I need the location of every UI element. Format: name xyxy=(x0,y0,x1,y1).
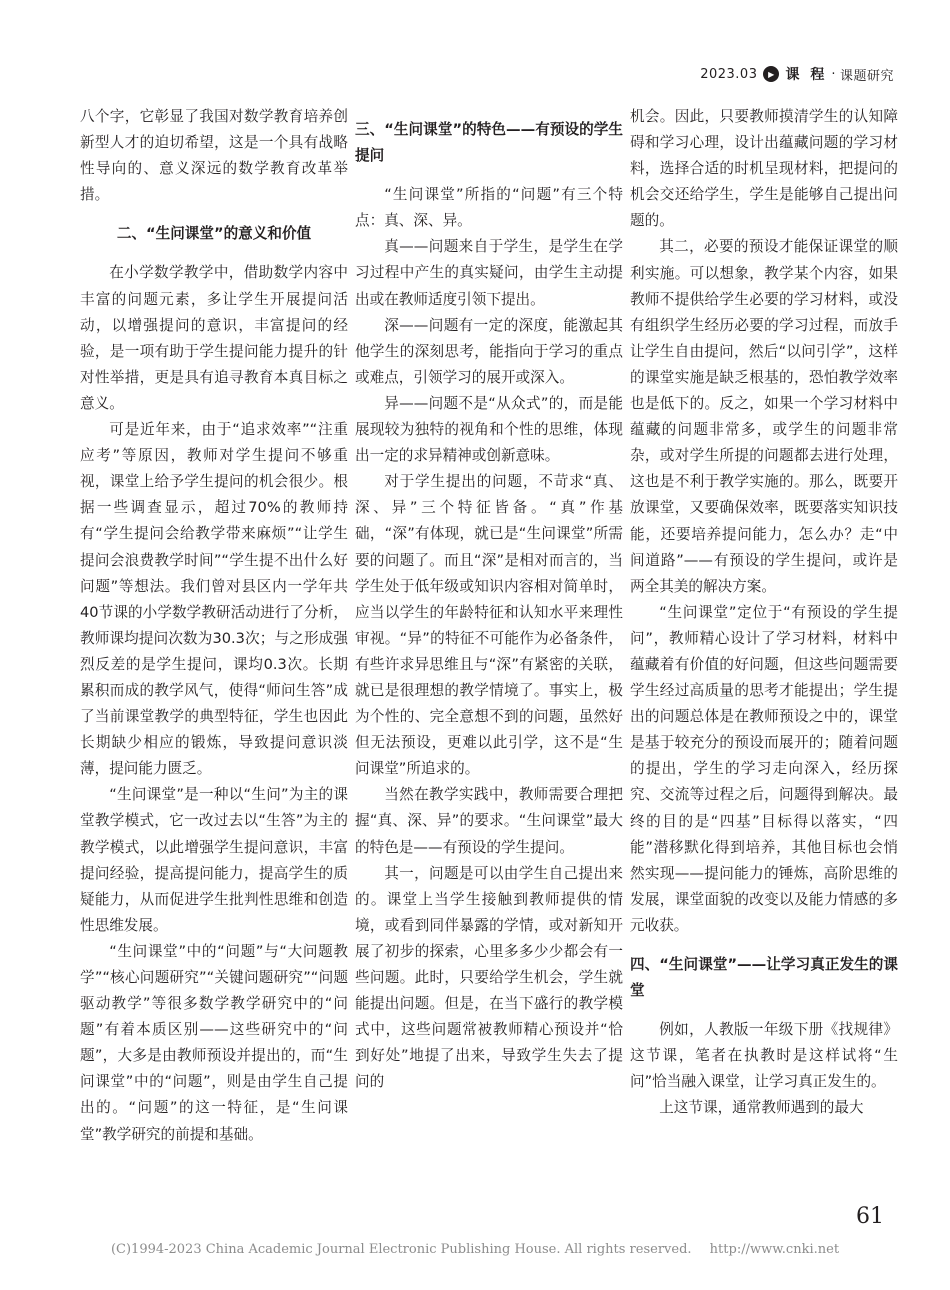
section-heading: 四、“生问课堂”——让学习真正发生的课堂 xyxy=(630,956,898,1000)
section-spacer xyxy=(630,1004,898,1017)
text-column-middle xyxy=(355,104,623,1095)
paragraph: 机会。因此，只要教师摸清学生的认知障碍和学习心理，设计出蕴藏问题的学习材料，选择合适的时机呈现材料，把提问的机会交还给学生，学生是能够自己提出问题的。 xyxy=(630,108,898,230)
paragraph: “生问课堂”所指的“问题”有三个特点：真、深、异。 xyxy=(355,186,623,230)
section-spacer xyxy=(355,104,623,117)
section-spacer xyxy=(80,247,348,260)
paragraph: 其一，问题是可以由学生自己提出来的。课堂上当学生接触到教师提供的情境，或看到同伴暴露的学情，或对新知开展了初步的探索，心里多多少少都会有一些问题。此时，只要给学生机会，学生就能提出问题。但是，在当下盛行的教学模式中，这些问题常被教师精心预设并“恰到好处”地提了出来，导致学生失去了提问的 xyxy=(355,864,623,1091)
paragraph: 在小学数学教学中，借助数学内容中丰富的问题元素，多让学生开展提问活动，以增强提问的意识，丰富提问的经验，是一项有助于学生提问能力提升的针对性举措，更是具有追寻教育本真目标之意义。 xyxy=(80,264,348,412)
paragraph: “生问课堂”定位于“有预设的学生提问”，教师精心设计了学习材料，材料中蕴藏着有价值的好问题，但这些问题需要学生经过高质量的思考才能提出；学生提出的问题总体是在教师预设之中的，课堂是基于较充分的预设而展开的；随着问题的提出，学生的学习走向深入，经历探究、交流等过程之后，问题得到解决。最终的目的是“四基”目标得以落实，“四能”潜移默化得到培养，其他目标也会悄然实现——提问能力的锤炼，高阶思维的发展，课堂面貌的改变以及能力情感的多元收获。 xyxy=(630,603,898,934)
paragraph: 可是近年来，由于“追求效率”“注重应考”等原因，教师对学生提问不够重视，课堂上给予学生提问的机会很少。根据一些调查显示，超过70%的教师持有“学生提问会给教学带来麻烦”“让学生提问会浪费教学时间”“学生提不出什么好问题”等想法。我们曾对县区内一学年共40节课的小学数学教研活动进行了分析，教师课均提问次数为30.3次；与之形成强烈反差的是学生提问，课均0.3次。长期累积而成的教学风气，使得“师问生答”成了当前课堂教学的典型特征，学生也因此长期缺少相应的锻炼，导致提问意识淡薄，提问能力匮乏。 xyxy=(80,421,348,778)
category-label: 课 程 xyxy=(785,67,828,83)
copyright-footer xyxy=(0,1242,950,1257)
section-spacer xyxy=(80,208,348,221)
text-column-right xyxy=(630,104,898,1122)
header-separator: · xyxy=(831,66,836,82)
text-column-left xyxy=(80,104,348,1148)
paragraph: 八个字，它彰显了我国对数学教育培养创新型人才的迫切希望，这是一个具有战略性导向的、意义深远的数学教育改革举措。 xyxy=(80,108,348,204)
column-label: 课题研究 xyxy=(839,68,894,84)
running-header xyxy=(700,64,894,84)
section-heading: 二、“生问课堂”的意义和价值 xyxy=(116,225,312,243)
page-number: 61 xyxy=(856,1204,884,1229)
issue-label: 2023.03 xyxy=(700,66,758,82)
cnki-url[interactable]: http://www.cnki.net xyxy=(709,1242,840,1257)
paragraph: “生问课堂”是一种以“生问”为主的课堂教学模式，它一改过去以“生答”为主的教学模式，以此增强学生提问意识，丰富提问经验，提高提问能力，提高学生的质疑能力，从而促进学生批判性思维和创造性思维发展。 xyxy=(80,786,348,934)
copyright-text: (C)1994-2023 China Academic Journal Electronic Publishing House. All rights reserved. xyxy=(110,1242,692,1257)
paragraph: 上这节课，通常教师遇到的最大 xyxy=(659,1099,864,1117)
section-spacer xyxy=(630,939,898,952)
paragraph: 深——问题有一定的深度，能激起其他学生的深刻思考，能指向于学习的重点或难点，引领学习的展开或深入。 xyxy=(355,316,623,386)
paragraph: 当然在教学实践中，教师需要合理把握“真、深、异”的要求。“生问课堂”最大的特色是——有预设的学生提问。 xyxy=(355,786,623,856)
paragraph: 对于学生提出的问题，不苛求“真、深、异”三个特征皆备。“真”作基础，“深”有体现，就已是“生问课堂”所需要的问题了。而且“深”是相对而言的，当学生处于低年级或知识内容相对简单时，应当以学生的年龄特征和认知水平来理性审视。“异”的特征不可能作为必备条件，有些许求异思维且与“深”有紧密的关联，就已是很理想的教学情境了。事实上，极为个性的、完全意想不到的问题，虽然好但无法预设，更难以此引学，这不是“生问课堂”所追求的。 xyxy=(355,473,623,778)
play-icon: ▶ xyxy=(763,66,779,82)
paragraph: “生问课堂”中的“问题”与“大问题教学”“核心问题研究”“关键问题研究”“问题驱动教学”等很多数学教学研究中的“问题”有着本质区别——这些研究中的“问题”，大多是由教师预设并提出的，而“生问课堂”中的“问题”，则是由学生自己提出的。“问题”的这一特征，是“生问课堂”教学研究的前提和基础。 xyxy=(80,942,348,1143)
paragraph: 真——问题来自于学生，是学生在学习过程中产生的真实疑问，由学生主动提出或在教师适度引领下提出。 xyxy=(355,238,623,308)
paragraph: 例如，人教版一年级下册《找规律》这节课，笔者在执教时是这样试将“生问”恰当融入课堂，让学习真正发生的。 xyxy=(630,1021,898,1091)
paragraph: 其二，必要的预设才能保证课堂的顺利实施。可以想象，教学某个内容，如果教师不提供给学生必要的学习材料，或没有组织学生经历必要的学习过程，而放手让学生自由提问，然后“以问引学”，这样的课堂实施是缺乏根基的，恐怕教学效率也是低下的。反之，如果一个学习材料中蕴藏的问题非常多，或学生的问题非常杂，或对学生所提的问题都去进行处理，这也是不利于教学实施的。那么，既要开放课堂，又要确保效率，既要落实知识技能，还要培养提问能力，怎么办？走“中间道路”——有预设的学生提问，或许是两全其美的解决方案。 xyxy=(630,238,898,595)
paragraph: 异——问题不是“从众式”的，而是能展现较为独特的视角和个性的思维，体现出一定的求异精神或创新意味。 xyxy=(355,394,623,465)
section-heading: 三、“生问课堂”的特色——有预设的学生提问 xyxy=(355,121,623,165)
section-spacer xyxy=(355,169,623,182)
